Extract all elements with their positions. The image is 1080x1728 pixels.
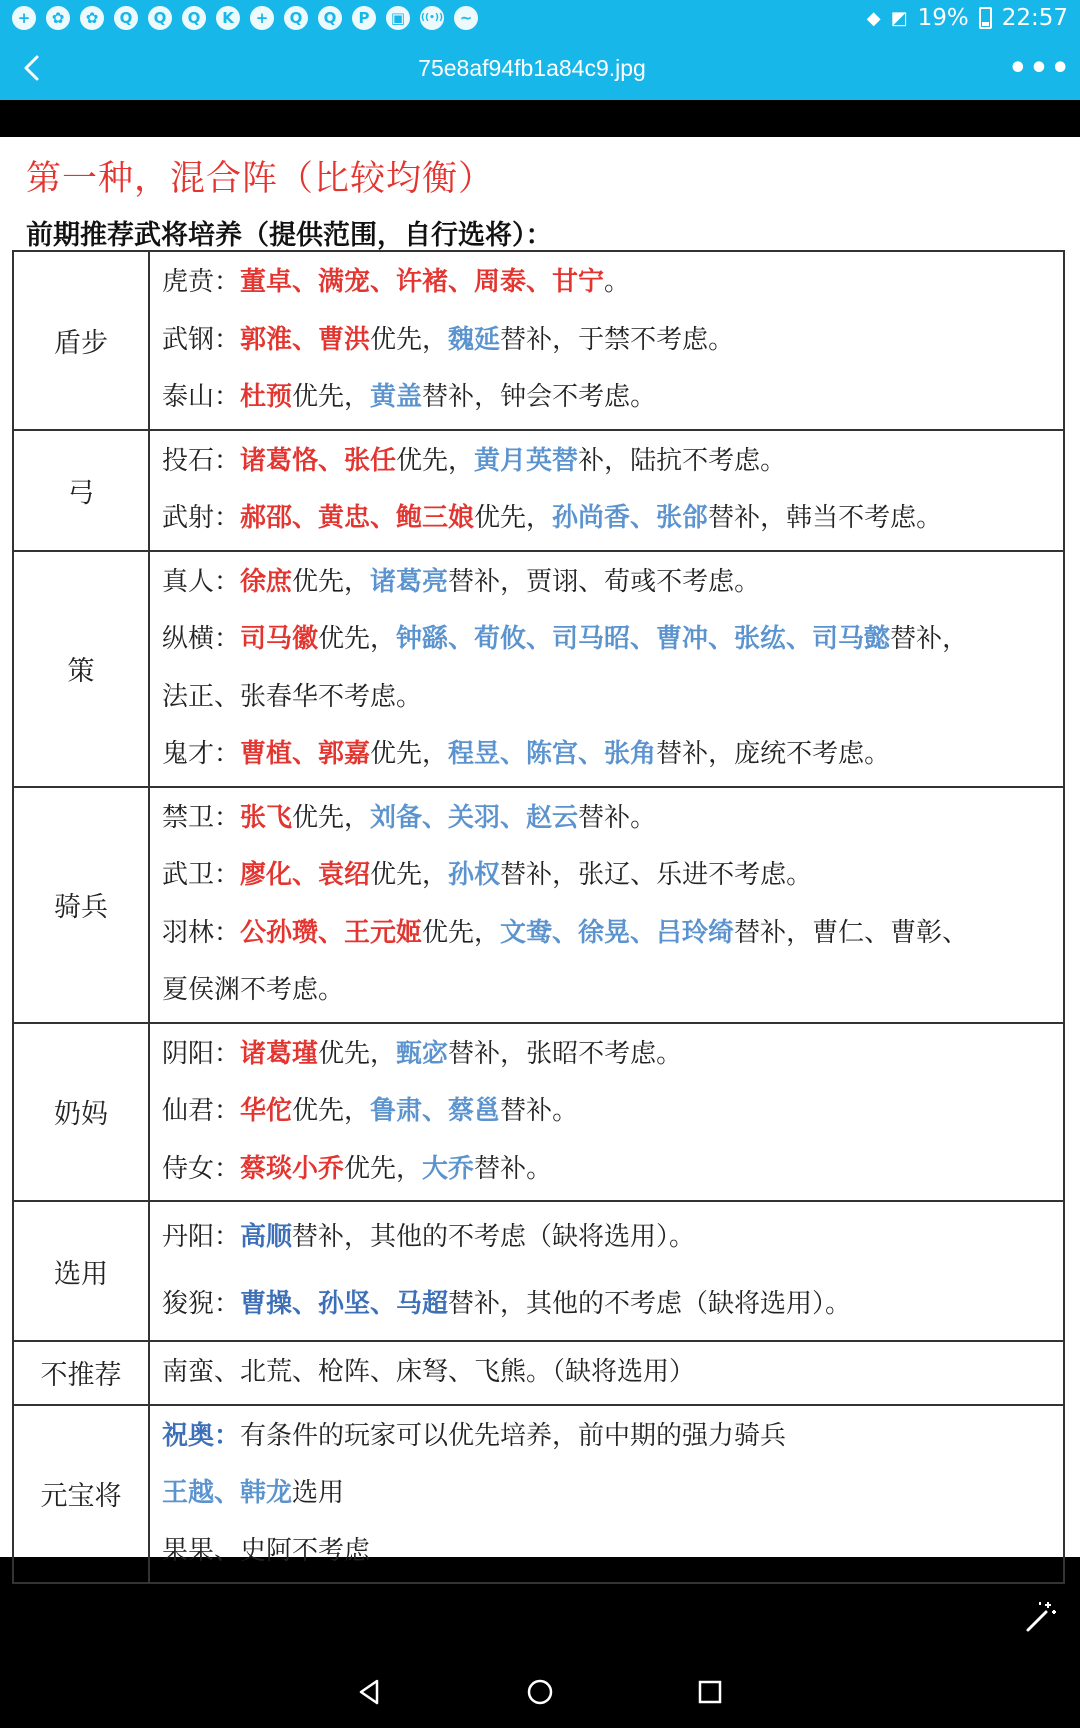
wifi-icon: ◆ (866, 7, 881, 29)
troop-type-cell: 奶妈 (13, 1023, 149, 1202)
p-app-icon: P (352, 6, 376, 30)
recommendation-line (154, 1523, 1059, 1581)
circle-home-icon (525, 1677, 555, 1707)
recommendation-cell (149, 1023, 1064, 1202)
general-names: 刘备、关羽、赵云 (370, 802, 579, 833)
qq-icon: Q (182, 6, 206, 30)
recommendation-line (154, 790, 1059, 848)
image-viewer[interactable] (0, 137, 1080, 1566)
general-names: 曹操、孙坚、马超 (240, 1289, 449, 1319)
recommendation-line (154, 1408, 1059, 1466)
general-names: 诸葛瑾 (240, 1038, 319, 1069)
formation-label: 鬼才： (162, 739, 241, 769)
note-text: 补，陆抗不考虑。 (578, 445, 787, 476)
note-text: 优先， (370, 324, 449, 355)
k-icon: K (216, 6, 240, 30)
recommendation-line (154, 611, 1059, 669)
table-row (13, 251, 1064, 430)
troop-type-cell: 不推荐 (13, 1341, 149, 1405)
troop-type-cell: 盾步 (13, 251, 149, 430)
recommendation-line (154, 847, 1059, 905)
table-row (13, 551, 1064, 787)
recommendation-line (154, 669, 1059, 727)
general-names: 蔡琰小乔 (240, 1153, 345, 1184)
nav-recents-button[interactable] (690, 1672, 730, 1712)
note-text: 替补，庞统不考虑。 (656, 739, 891, 769)
note-text: 选用 (292, 1478, 345, 1508)
magic-wand-icon[interactable] (1020, 1596, 1060, 1636)
note-text: 优先， (344, 1153, 423, 1184)
formation-label: 侍女： (162, 1153, 241, 1184)
recommendation-line (154, 554, 1059, 612)
note-text: 优先， (318, 624, 397, 654)
general-names: 魏延 (448, 324, 501, 355)
table-row (13, 1201, 1064, 1341)
recommendation-cell (149, 430, 1064, 551)
note-text: 夏侯渊不考虑。 (162, 975, 345, 1005)
formation-label: 泰山： (162, 382, 241, 412)
back-button[interactable] (0, 36, 64, 100)
note-text: 法正、张春华不考虑。 (162, 681, 423, 712)
clock: 22:57 (1001, 5, 1068, 31)
no-sim-icon: ◩ (890, 7, 908, 29)
general-names: 司马徽 (240, 624, 319, 654)
table-row (13, 1023, 1064, 1202)
general-names: 程昱、陈宫、张角 (448, 739, 657, 769)
notification-icons (12, 6, 478, 30)
table-row (13, 1341, 1064, 1405)
recommendation-line (154, 312, 1059, 370)
note-text: 替补，张昭不考虑。 (448, 1038, 683, 1069)
note-text: 替补。 (474, 1153, 553, 1184)
recommendation-cell (149, 1405, 1064, 1584)
qq-icon: Q (114, 6, 138, 30)
general-names: 祝奥： (162, 1420, 241, 1451)
recommendation-line (154, 1141, 1059, 1199)
recommendation-line (154, 1204, 1059, 1271)
general-names: 孙权 (448, 860, 501, 890)
status-right (867, 5, 1068, 31)
recommendation-line (154, 905, 1059, 963)
note-text: 优先， (292, 1096, 371, 1126)
note-text: 南蛮、北荒、枪阵、床弩、飞熊。（缺将选用） (162, 1357, 696, 1387)
more-options-button[interactable]: ••• (1008, 50, 1072, 86)
general-recommendation-table (12, 250, 1065, 1584)
document-title: 第一种，混合阵（比较均衡） (26, 159, 495, 199)
troop-type-cell: 弓 (13, 430, 149, 551)
nav-home-button[interactable] (520, 1672, 560, 1712)
note-text: 优先， (292, 802, 371, 833)
formation-label: 狻猊： (162, 1289, 241, 1319)
navigation-bar (0, 1656, 1080, 1728)
general-names: 张飞 (240, 802, 293, 833)
note-text: 。 (604, 267, 631, 297)
general-names: 黄盖 (370, 382, 423, 412)
note-text: 替补，其他的不考虑（缺将选用）。 (292, 1222, 696, 1252)
status-bar (0, 0, 1080, 36)
recommendation-cell (149, 251, 1064, 430)
formation-label: 禁卫： (162, 802, 241, 833)
back-arrow-icon (21, 53, 43, 83)
general-names: 王越、韩龙 (162, 1478, 293, 1508)
qq-icon: Q (148, 6, 172, 30)
general-names: 杜预 (240, 382, 293, 412)
recommendation-line (154, 1026, 1059, 1084)
recommendation-cell (149, 787, 1064, 1023)
recommendation-line (154, 369, 1059, 427)
recommendation-line (154, 490, 1059, 548)
note-text: 替补。 (578, 802, 657, 833)
formation-label: 投石： (162, 445, 241, 476)
general-names: 郭淮、曹洪 (240, 324, 371, 355)
recommendation-cell (149, 1341, 1064, 1405)
general-names: 曹植、郭嘉 (240, 739, 371, 769)
recommendation-cell (149, 1201, 1064, 1341)
document-subtitle: 前期推荐武将培养（提供范围，自行选将）： (26, 220, 553, 251)
file-name-title: 75e8af94fb1a84c9.jpg (418, 54, 646, 81)
formation-label: 武射： (162, 503, 241, 533)
general-names: 鲁肃、蔡邕 (370, 1096, 501, 1126)
note-text: 优先， (396, 445, 475, 476)
battery-percent: 19% (917, 5, 969, 31)
general-names: 大乔 (422, 1153, 475, 1184)
recommendation-line (154, 1083, 1059, 1141)
general-names: 华佗 (240, 1096, 293, 1126)
app-bar (0, 36, 1080, 100)
general-names: 诸葛亮 (370, 566, 449, 597)
qq-icon: Q (284, 6, 308, 30)
formation-label: 丹阳： (162, 1222, 241, 1252)
square-recents-icon (695, 1677, 725, 1707)
recommendation-line (154, 1344, 1059, 1402)
formation-label: 羽林： (162, 917, 241, 948)
troop-type-cell: 选用 (13, 1201, 149, 1341)
general-names: 甄宓 (396, 1038, 449, 1069)
formation-label: 纵横： (162, 624, 241, 654)
image-icon: ▣ (386, 6, 410, 30)
general-names: 董卓、满宠、许褚、周泰、甘宁 (240, 267, 605, 297)
note-text: 替补，其他的不考虑（缺将选用）。 (448, 1289, 852, 1319)
troop-type-cell: 元宝将 (13, 1405, 149, 1584)
formation-label: 阴阳： (162, 1038, 241, 1069)
formation-label: 仙君： (162, 1096, 241, 1126)
note-text: 优先， (292, 382, 371, 412)
formation-label: 真人： (162, 566, 241, 597)
general-names: 高顺 (240, 1222, 293, 1252)
hotspot-icon: ((•)) (420, 6, 444, 30)
troop-type-cell: 策 (13, 551, 149, 787)
wechat-icon: ✿ (46, 6, 70, 30)
note-text: 替补，韩当不考虑。 (708, 503, 943, 533)
recommendation-line (154, 726, 1059, 784)
recommendation-line (154, 962, 1059, 1020)
general-names: 公孙瓒、王元姬 (240, 917, 423, 948)
note-text: 替补，贾诩、荀彧不考虑。 (448, 566, 761, 597)
battery-icon (979, 7, 992, 29)
note-text: 优先， (422, 917, 501, 948)
table-row (13, 430, 1064, 551)
recommendation-line (154, 433, 1059, 491)
triangle-back-icon (355, 1677, 385, 1707)
nav-back-button[interactable] (350, 1672, 390, 1712)
recommendation-line (154, 1465, 1059, 1523)
recommendation-cell (149, 551, 1064, 787)
qq-icon: Q (318, 6, 342, 30)
wechat-icon: ✿ (80, 6, 104, 30)
general-names: 诸葛恪、张任 (240, 445, 397, 476)
note-text: 替补，曹仁、曹彰、 (734, 917, 969, 948)
note-text: 优先， (318, 1038, 397, 1069)
add-circle-icon: + (250, 6, 274, 30)
table-row (13, 787, 1064, 1023)
general-names: 郝邵、黄忠、鲍三娘 (240, 503, 475, 533)
general-names: 钟繇、荀攸、司马昭、曹冲、张纮、司马懿 (396, 624, 891, 654)
add-circle-icon: + (12, 6, 36, 30)
formation-label: 虎贲： (162, 267, 241, 297)
note-text: 替补。 (500, 1096, 579, 1126)
recommendation-line (154, 1271, 1059, 1338)
general-names: 孙尚香、张郃 (552, 503, 709, 533)
troop-type-cell: 骑兵 (13, 787, 149, 1023)
general-names: 文鸯、徐晃、吕玲绮 (500, 917, 735, 948)
formation-label: 武钢： (162, 324, 241, 355)
note-text: 替补，于禁不考虑。 (500, 324, 735, 355)
table-row (13, 1405, 1064, 1584)
general-names: 黄月英替 (474, 445, 579, 476)
note-text: 优先， (370, 739, 449, 769)
formation-label: 武卫： (162, 860, 241, 890)
note-text: 果果、史阿不考虑 (162, 1535, 371, 1566)
general-names: 徐庶 (240, 566, 293, 597)
recommendation-line (154, 254, 1059, 312)
note-text: 替补， (890, 624, 969, 654)
note-text: 替补，张辽、乐进不考虑。 (500, 860, 813, 890)
general-names: 廖化、袁绍 (240, 860, 371, 890)
activity-icon: ~ (454, 6, 478, 30)
note-text: 优先， (474, 503, 553, 533)
note-text: 优先， (370, 860, 449, 890)
note-text: 替补，钟会不考虑。 (422, 382, 657, 412)
note-text: 优先， (292, 566, 371, 597)
note-text: 有条件的玩家可以优先培养，前中期的强力骑兵 (240, 1420, 787, 1451)
